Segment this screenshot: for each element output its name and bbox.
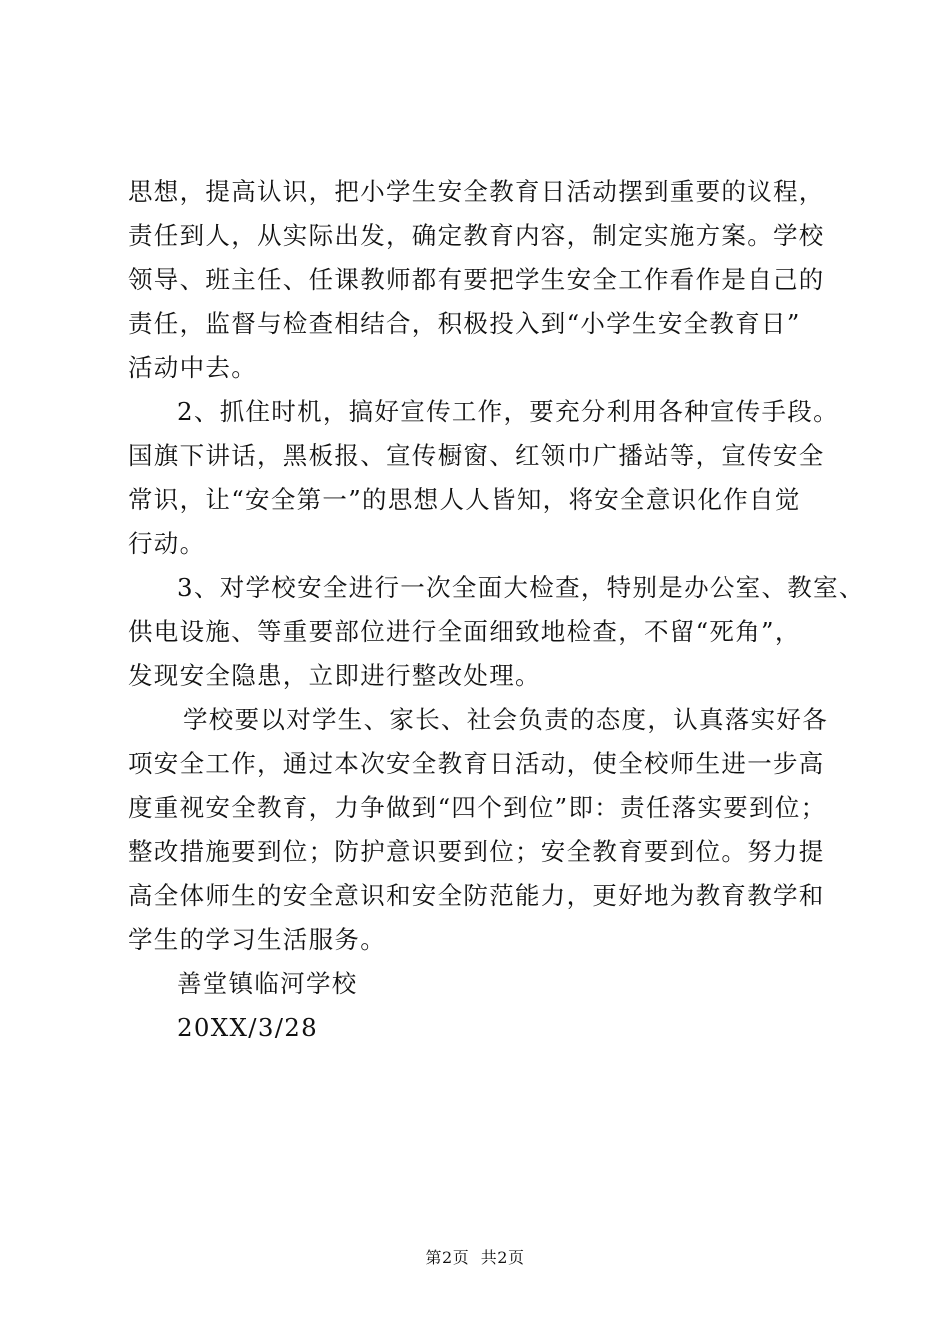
text-line: 高全体师生的安全意识和安全防范能力，更好地为教育教学和 xyxy=(128,881,825,910)
text-line: 发现安全隐患，立即进行整改处理。 xyxy=(128,661,541,690)
signature-school: 善堂镇临河学校 xyxy=(177,969,358,998)
text-line: 行动。 xyxy=(128,529,206,558)
text-line: 供电设施、等重要部位进行全面细致地检查，不留“死角”， xyxy=(128,617,801,646)
page-number: 第2页 xyxy=(425,1248,470,1267)
text-line: 度重视安全教育，力争做到“四个到位”即：责任落实要到位； xyxy=(128,793,827,822)
signature-date: 20XX/3/28 xyxy=(177,1013,319,1042)
text-line: 活动中去。 xyxy=(128,353,257,382)
text-line: 领导、班主任、任课教师都有要把学生安全工作看作是自己的 xyxy=(128,265,825,294)
text-line: 责任到人，从实际出发，确定教育内容，制定实施方案。学校 xyxy=(128,221,825,250)
text-line: 整改措施要到位；防护意识要到位；安全教育要到位。努力提 xyxy=(128,837,825,866)
text-line: 思想，提高认识，把小学生安全教育日活动摆到重要的议程， xyxy=(128,177,825,206)
paragraph-4-start: 学校要以对学生、家长、社会负责的态度，认真落实好各 xyxy=(183,705,828,734)
page-total: 共2页 xyxy=(480,1248,525,1267)
paragraph-2-start: 2、抓住时机，搞好宣传工作，要充分利用各种宣传手段。 xyxy=(177,397,839,426)
paragraph-3-start: 3、对学校安全进行一次全面大检查，特别是办公室、教室、 xyxy=(177,573,865,602)
document-body xyxy=(128,175,868,1055)
text-line: 国旗下讲话，黑板报、宣传橱窗、红领巾广播站等，宣传安全 xyxy=(128,441,825,470)
text-line: 常识，让“安全第一”的思想人人皆知，将安全意识化作自觉 xyxy=(128,485,801,514)
text-line: 学生的学习生活服务。 xyxy=(128,925,386,954)
text-line: 项安全工作，通过本次安全教育日活动，使全校师生进一步高 xyxy=(128,749,825,778)
page-footer xyxy=(0,1245,950,1268)
text-line: 责任，监督与检查相结合，积极投入到“小学生安全教育日” xyxy=(128,309,801,338)
